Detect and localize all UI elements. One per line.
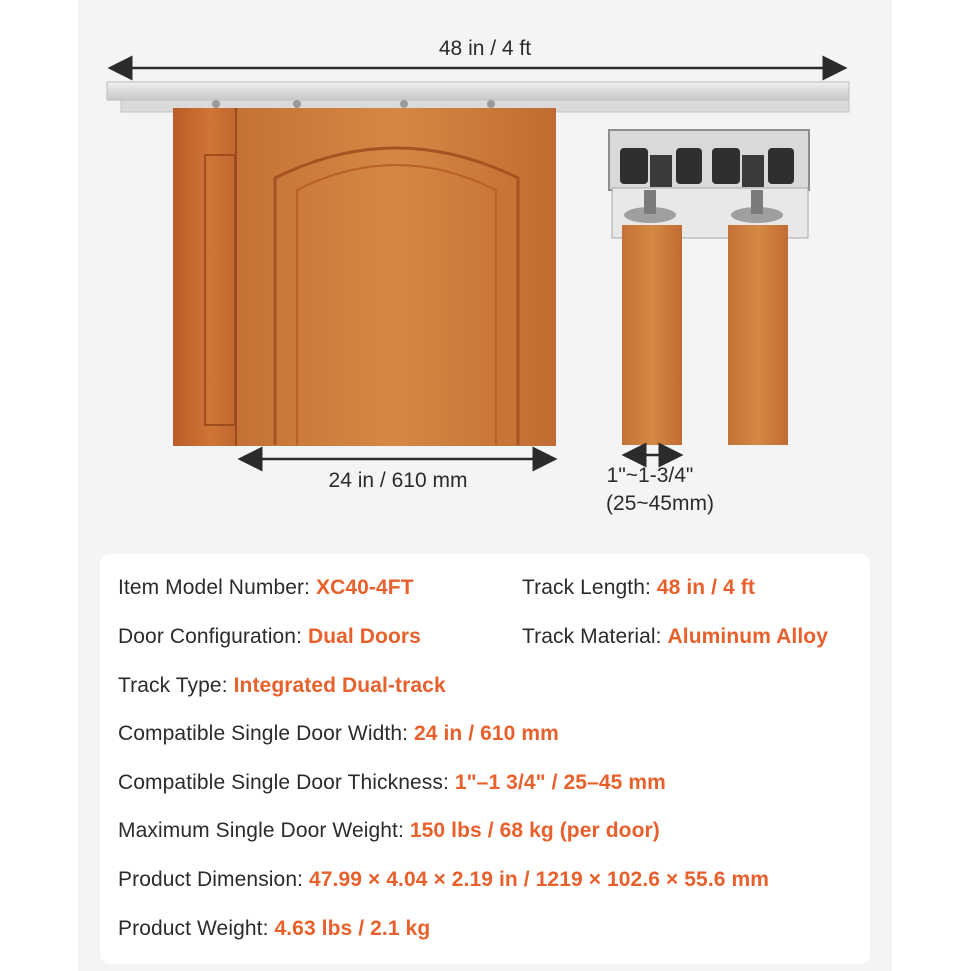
spec-track-length: Track Length: 48 in / 4 ft — [522, 576, 755, 599]
track-length-dimension: 48 in / 4 ft — [438, 37, 532, 60]
spec-door-thickness: Compatible Single Door Thickness: 1"–1 3/4" / 25–45 mm — [118, 771, 666, 794]
door-width-dimension: 24 in / 610 mm — [328, 469, 468, 492]
wood-door-front — [236, 108, 556, 446]
aluminum-track — [107, 82, 849, 112]
spec-product-weight: Product Weight: 4.63 lbs / 2.1 kg — [118, 917, 431, 940]
spec-track-material: Track Material: Aluminum Alloy — [522, 625, 828, 648]
door-thickness-metric-dimension: (25~45mm) — [606, 492, 714, 515]
door-cross-section-right — [728, 225, 788, 445]
spec-door-width: Compatible Single Door Width: 24 in / 610 mm — [118, 722, 559, 745]
door-cross-section-left — [622, 225, 682, 445]
spec-max-door-weight: Maximum Single Door Weight: 150 lbs / 68 kg (per door) — [118, 819, 660, 842]
spec-model: Item Model Number: XC40-4FT — [118, 576, 414, 599]
specifications-card — [100, 554, 870, 964]
door-thickness-dimension: 1"~1-3/4" — [606, 464, 694, 487]
spec-door-configuration: Door Configuration: Dual Doors — [118, 625, 421, 648]
spec-product-dimension: Product Dimension: 47.99 × 4.04 × 2.19 in / 1219 × 102.6 × 55.6 mm — [118, 868, 770, 891]
spec-track-type: Track Type: Integrated Dual-track — [118, 674, 446, 697]
track-cross-section — [609, 130, 809, 238]
